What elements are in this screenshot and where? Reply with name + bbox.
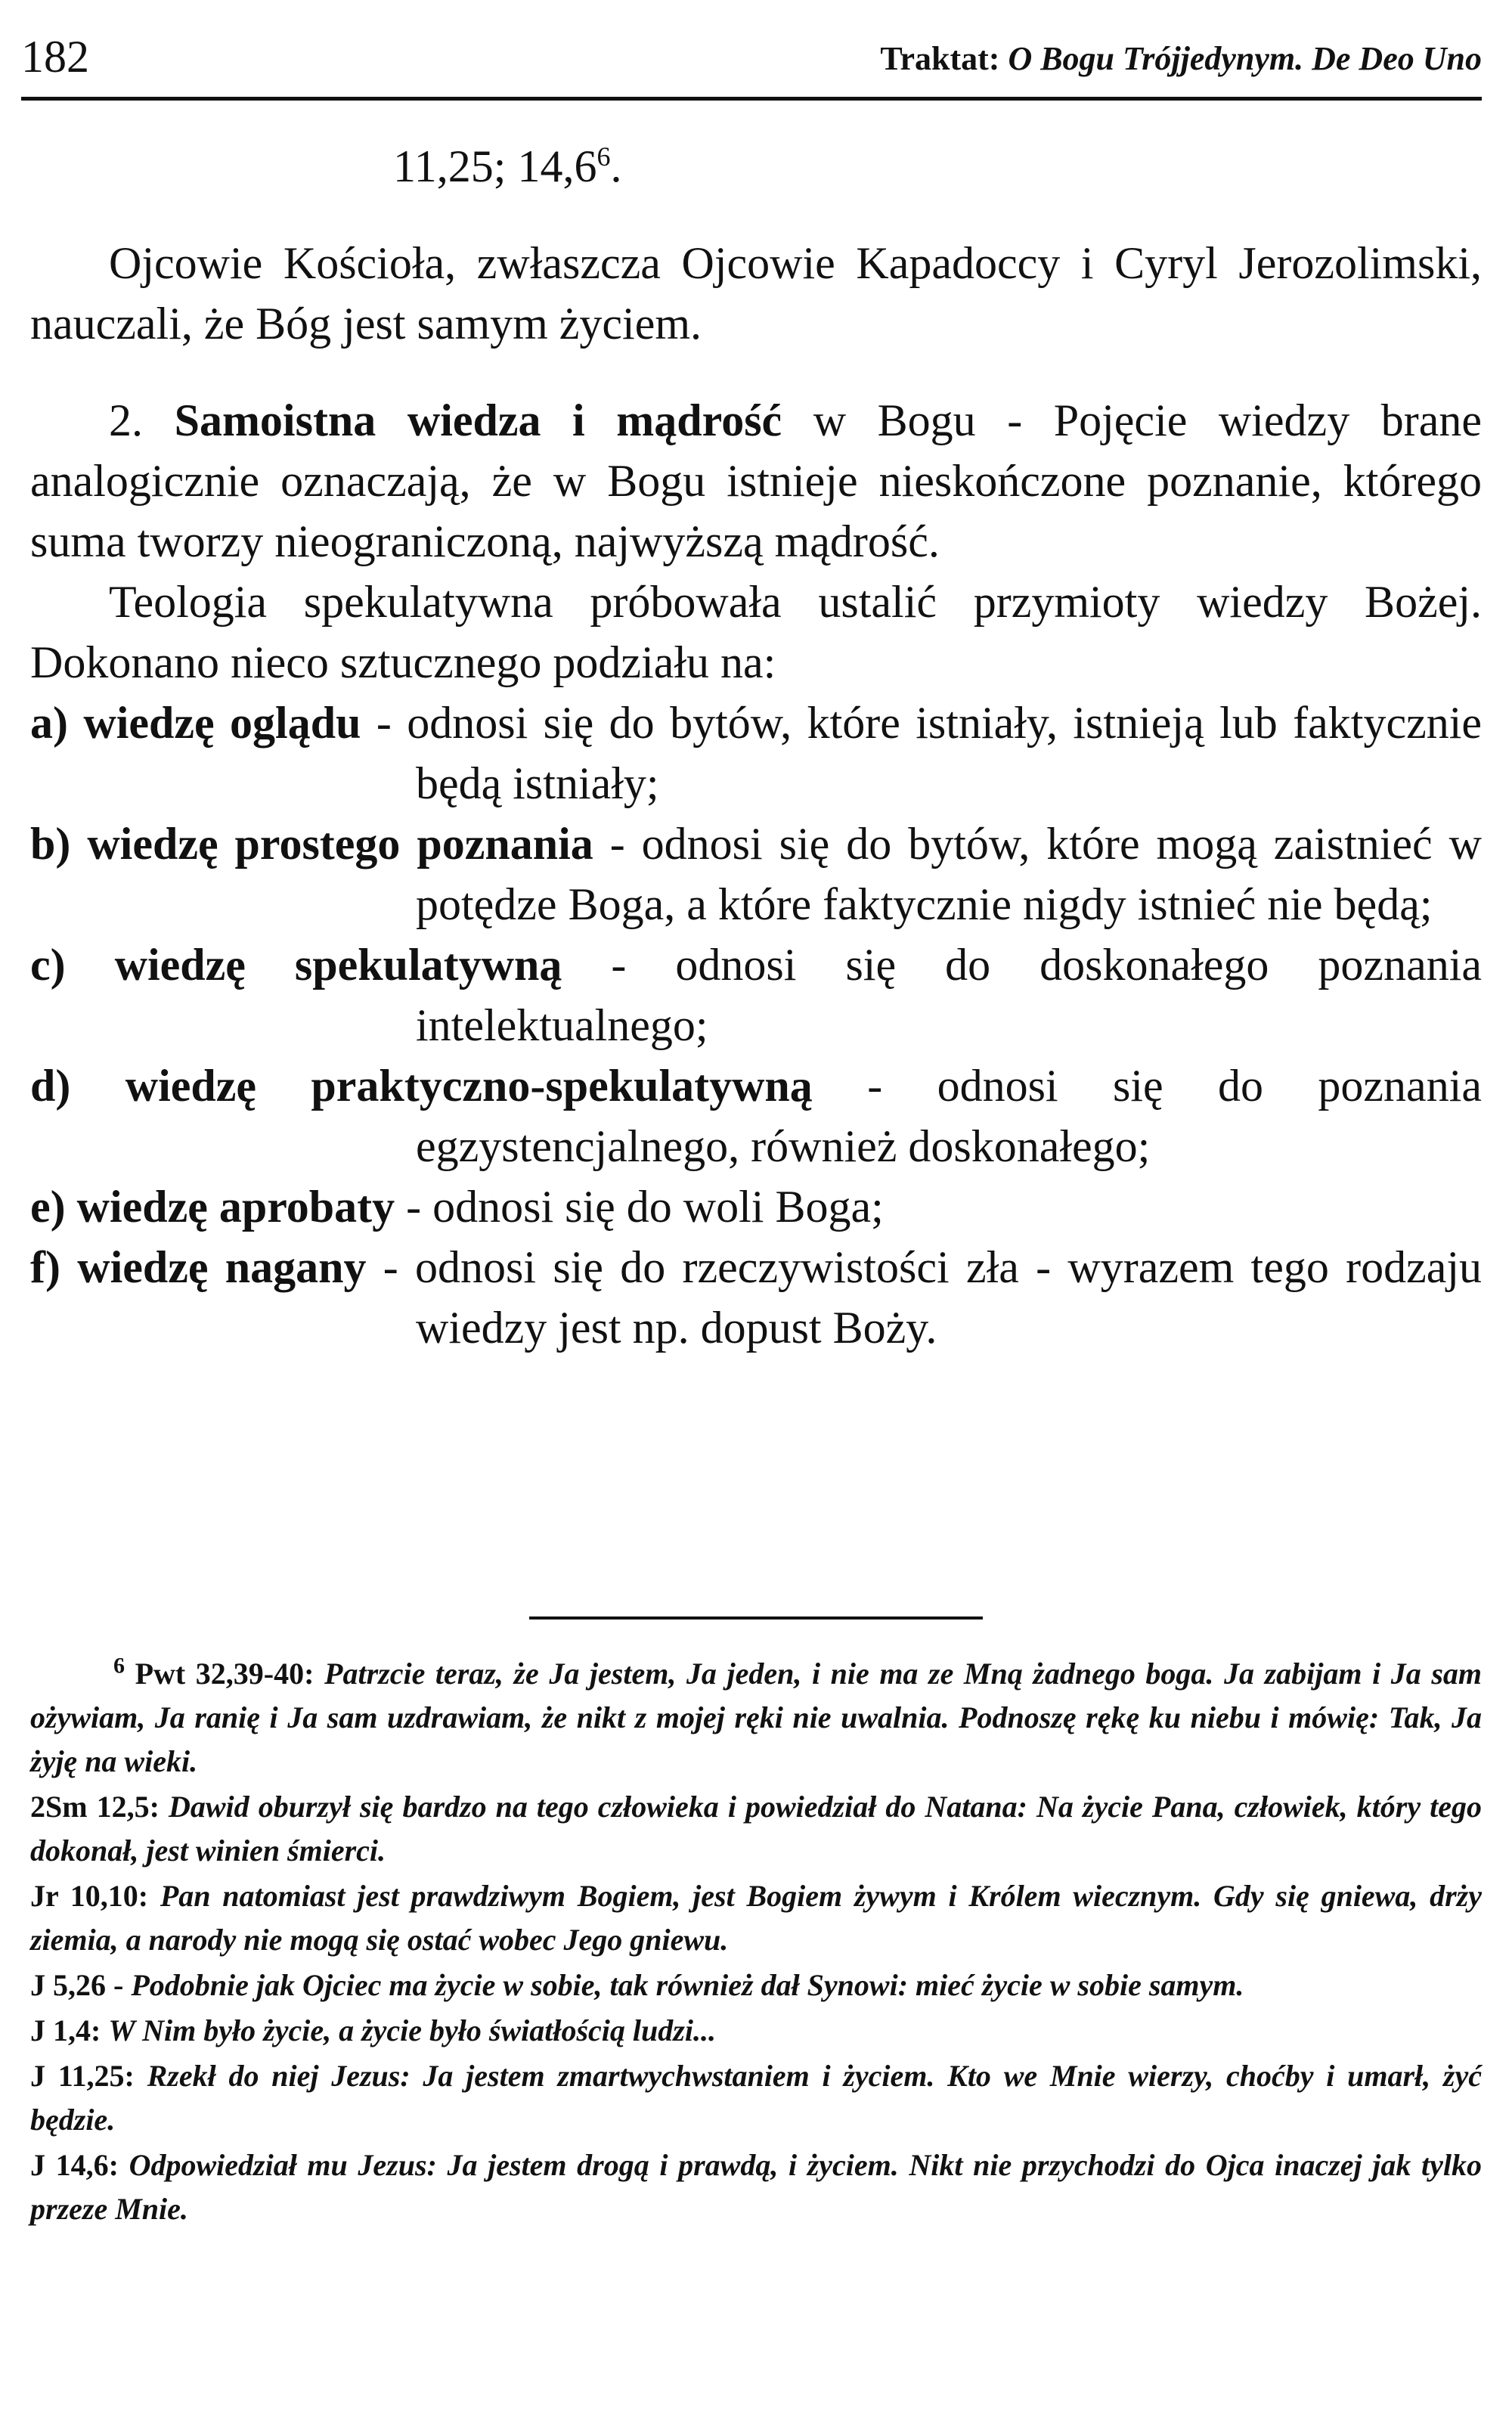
main-text — [30, 136, 1482, 1358]
footnote-reference: Jr 10,10: — [30, 1879, 160, 1913]
item-description: - odnosi się do rzeczywistości zła - wyrazem tego rodzaju wiedzy jest np. dopust Boży. — [366, 1242, 1483, 1353]
running-head — [880, 36, 1482, 82]
section-paragraph — [30, 390, 1482, 572]
footnote-reference: Pwt 32,39-40: — [125, 1657, 325, 1691]
reference-text: 11,25; 14,6 — [393, 141, 597, 191]
item-description: - odnosi się do doskonałego poznania intelektualnego; — [416, 940, 1482, 1050]
page-header — [21, 30, 1482, 83]
footnote-quote: Dawid oburzył się bardzo na tego człowieka i powiedział do Natana: Na życie Pana, człowiek, który tego dokonał, jest winien śmierci. — [30, 1790, 1482, 1868]
footnote-quote: Rzekł do niej Jezus: Ja jestem zmartwychwstaniem i życiem. Kto we Mnie wierzy, choćby i umarł, żyć będzie. — [30, 2059, 1482, 2137]
section-number: 2. — [109, 395, 175, 445]
footnote-reference: J 14,6: — [30, 2148, 129, 2182]
running-head-title: O Bogu Trójjedynym. De Deo Uno — [1008, 40, 1482, 77]
item-term: wiedzę prostego poznania — [87, 819, 593, 869]
header-rule — [21, 97, 1482, 101]
item-marker: a) — [30, 698, 84, 748]
footnote-entry — [30, 1785, 1482, 1873]
list-item — [30, 1176, 1482, 1237]
section-title: Samoistna wiedza i mądrość — [174, 395, 782, 445]
list-item — [30, 1237, 1482, 1358]
running-head-prefix: Traktat: — [880, 40, 1009, 77]
footnote-quote: W Nim było życie, a życie było światłością ludzi... — [108, 2013, 716, 2047]
item-marker: c) — [30, 940, 115, 990]
fathers-paragraph: Ojcowie Kościoła, zwłaszcza Ojcowie Kapadoccy i Cyryl Jerozolimski, nauczali, że Bóg jest samym życiem. — [30, 238, 1482, 349]
footnote-quote: Patrzcie teraz, że Ja jestem, Ja jeden, i nie ma ze Mną żadnego boga. Ja zabijam i Ja sam ożywiam, Ja ranię i Ja sam uzdrawiam, że nikt z mojej ręki nie uwalnia. Podnoszę rękę ku niebu i mówię: Tak, Ja żyję na wieki. — [30, 1657, 1483, 1778]
list-item — [30, 935, 1482, 1055]
item-term: wiedzę nagany — [77, 1242, 367, 1292]
item-marker: d) — [30, 1061, 125, 1111]
item-marker: b) — [30, 819, 88, 869]
item-term: wiedzę aprobaty — [76, 1182, 395, 1232]
knowledge-list — [30, 693, 1482, 1358]
footnote-quote: Podobnie jak Ojciec ma życie w sobie, tak również dał Synowi: mieć życie w sobie samym. — [131, 1968, 1244, 2002]
footnote-entry — [30, 2054, 1482, 2142]
footnotes — [30, 1652, 1482, 2233]
list-item — [30, 1055, 1482, 1176]
footnote-reference: 2Sm 12,5: — [30, 1790, 169, 1824]
item-description: - odnosi się do bytów, które istniały, istnieją lub faktycznie będą istniały; — [361, 698, 1483, 808]
footnote-entry — [30, 1874, 1482, 1962]
footnote-quote: Pan natomiast jest prawdziwym Bogiem, jest Bogiem żywym i Królem wiecznym. Gdy się gniewa, drży ziemia, a narody nie mogą się ostać wobec Jego gniewu. — [30, 1879, 1482, 1957]
list-item — [30, 693, 1482, 814]
list-item — [30, 814, 1482, 935]
footnote-marker: 6 — [596, 141, 611, 172]
footnote-entry — [30, 1964, 1482, 2007]
item-description: - odnosi się do woli Boga; — [395, 1182, 884, 1232]
item-description: - odnosi się do bytów, które mogą zaistnieć w potędze Boga, a które faktycznie nigdy istnieć nie będą; — [416, 819, 1482, 929]
theology-paragraph: Teologia spekulatywna próbowała ustalić przymioty wiedzy Bożej. Dokonano nieco sztucznego podziału na: — [30, 577, 1482, 687]
item-marker: f) — [30, 1242, 78, 1292]
footnote-rule — [529, 1616, 983, 1620]
section-text: w Bogu - Pojęcie wiedzy brane analogicznie oznaczają, że w Bogu istnieje nieskończone poznanie, którego suma tworzy nieograniczoną, najwyższą mądrość. — [30, 395, 1483, 566]
footnote-number: 6 — [113, 1653, 125, 1678]
item-term: wiedzę praktyczno-spekulatywną — [125, 1061, 813, 1111]
item-description: - odnosi się do poznania egzystencjalnego, również doskonałego; — [416, 1061, 1482, 1171]
reference-suffix: . — [610, 141, 622, 191]
page-number: 182 — [21, 32, 89, 82]
footnote-quote: Odpowiedział mu Jezus: Ja jestem drogą i prawdą, i życiem. Nikt nie przychodzi do Ojca inaczej jak tylko przeze Mnie. — [30, 2148, 1482, 2226]
footnote-entry — [30, 1652, 1482, 1784]
item-term: wiedzę oglądu — [83, 698, 361, 748]
footnote-reference: J 5,26 - — [30, 1968, 132, 2002]
footnote-reference: J 11,25: — [30, 2059, 147, 2093]
item-marker: e) — [30, 1182, 77, 1232]
footnote-entry — [30, 2143, 1482, 2231]
item-term: wiedzę spekulatywną — [114, 940, 562, 990]
scripture-reference-line — [30, 136, 1482, 197]
footnote-reference: J 1,4: — [30, 2013, 109, 2047]
footnote-entry — [30, 2009, 1482, 2053]
